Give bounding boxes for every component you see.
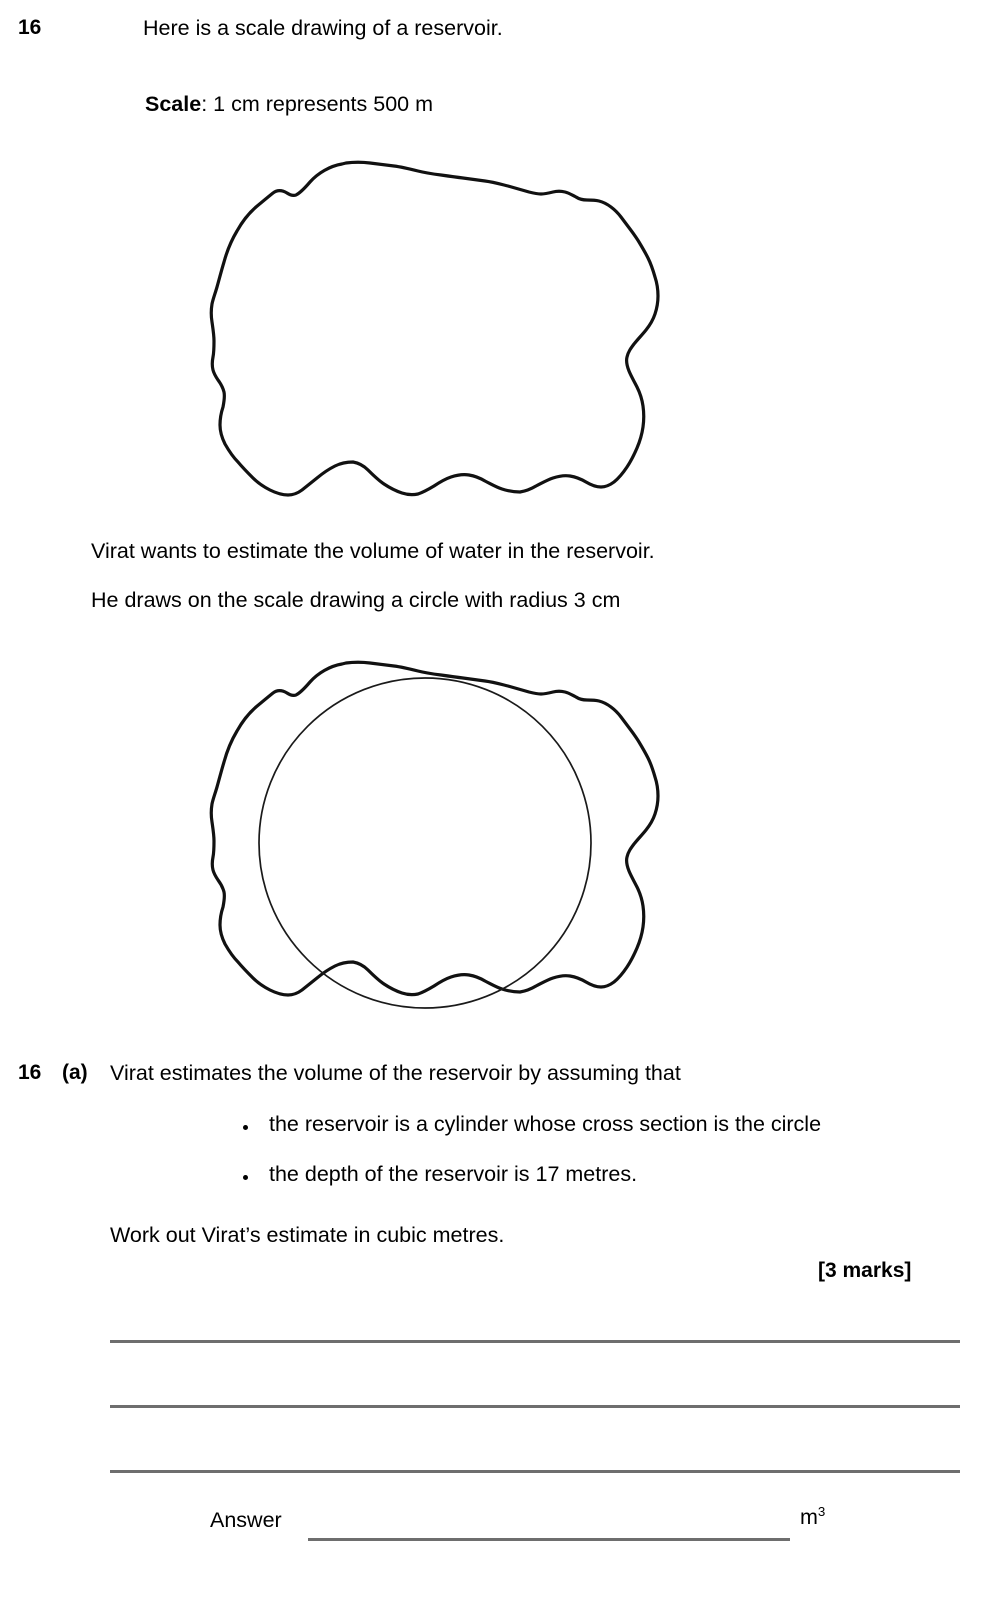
statement-line-1: Virat wants to estimate the volume of water in the reservoir. [91,539,655,563]
working-line-1[interactable] [110,1340,960,1343]
answer-unit [800,1505,825,1530]
answer-unit-base: m [800,1505,818,1529]
assumption-bullet-2 [243,1162,637,1187]
answer-input[interactable] [308,1508,790,1538]
figure-reservoir-outline [190,140,680,530]
working-line-3[interactable] [110,1470,960,1473]
part-a-instruction: Work out Virat’s estimate in cubic metres. [110,1223,505,1247]
scale-value: : 1 cm represents 500 m [201,92,434,116]
question-intro-text: Here is a scale drawing of a reservoir. [143,16,503,40]
part-a-letter: (a) [62,1061,88,1084]
answer-underline [308,1538,790,1541]
answer-label: Answer [210,1508,282,1532]
answer-unit-exponent: 3 [817,1503,826,1519]
marks-allocation: [3 marks] [818,1259,912,1282]
bullet-dot-icon [243,1175,248,1180]
figure-reservoir-with-circle [190,640,680,1030]
statement-line-2: He draws on the scale drawing a circle with radius 3 cm [91,588,621,612]
assumption-bullet-1 [243,1112,821,1137]
part-a-stem: Virat estimates the volume of the reservoir by assuming that [110,1061,681,1085]
working-line-2[interactable] [110,1405,960,1408]
scale-statement [145,93,433,117]
assumption-bullet-2-label: the depth of the reservoir is 17 metres. [269,1162,638,1186]
question-number: 16 [18,16,42,39]
assumption-bullet-1-label: the reservoir is a cylinder whose cross section is the circle [269,1112,822,1136]
bullet-dot-icon [243,1125,248,1130]
part-a-question-number: 16 [18,1061,42,1084]
scale-label: Scale [145,92,202,116]
